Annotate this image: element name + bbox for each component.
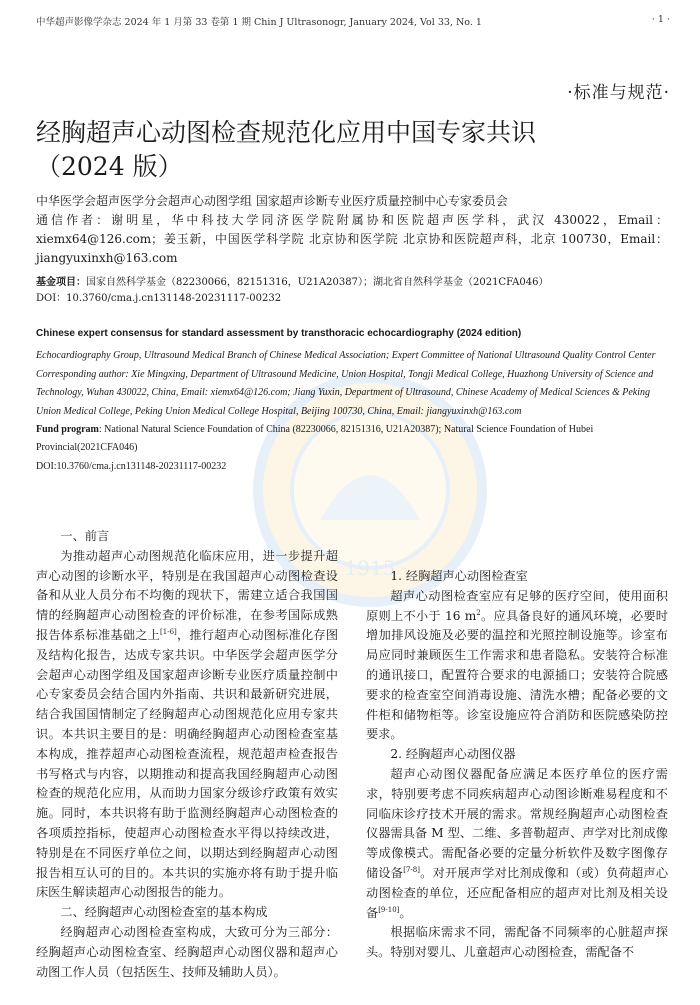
paragraph-preface: 为推动超声心动图规范化临床应用，进一步提升超声心动图的诊断水平，特别是在我国超声心动图检查设备和从业人员分布不均衡的现状下，需建立适合我国国情的经胸超声心动图检查的评价标准，在参考国际成熟报告体系标准基础之上[1-6]，推行超声心动图标准化存图及结构化报告，达成专家共识。中华医学会超声医学分会超声心动图学组及国家超声诊断专业医疗质量控制中心专家委员会结合国内外指南、共识和最新研究进展，结合我国国情制定了经胸超声心动图规范化应用专家共识。本共识主要目的是：明确经胸超声心动图检查室基本构成，推荐超声心动图检查流程，规范超声检查报告书写格式与内容，以期推动和提高我国经胸超声心动图检查的规范化应用，从而助力国家分级诊疗政策有效实施。同时，本共识将有助于监测经胸超声心动图检查的各项质控指标，使超声心动图检查水平得以持续改进，特别是在不同医疗单位之间，以期达到经胸超声心动图报告相互认可的目的。本共识的实施亦将有助于提升临床医生解读超声心动图报告的能力。 — [36, 548, 339, 900]
english-group: Echocardiography Group, Ultrasound Medical Branch of Chinese Medical Association; Expert Committee of National Ultrasound Quality Control Center — [36, 350, 656, 362]
english-fund — [36, 421, 668, 458]
citation-7-8[interactable]: [7-8] — [403, 865, 420, 874]
author-group-cn: 中华医学会超声医学分会超声心动图学组 国家超声诊断专业医疗质量控制中心专家委员会 — [36, 194, 508, 208]
citation-9-10[interactable]: [9-10] — [378, 905, 400, 914]
paragraph-composition: 经胸超声心动图检查室构成，大致可分为三部分：经胸超声心动图检查室、经胸超声心动图仪器和超声心动图工作人员（包括医生、技师及辅助人员）。 — [36, 924, 338, 979]
fund-cn — [36, 275, 668, 291]
fund-text-cn: 国家自然科学基金（82230066，82151316，U21A20387）；湖北省自然科学基金（2021CFA046） — [86, 277, 549, 288]
section-heading-preface: 一、前言 — [60, 529, 110, 543]
paragraph-instrument: 超声心动图仪器配备应满足本医疗单位的医疗需求，特别要考虑不同疾病超声心动图诊断难易程度和不同临床诊疗技术开展的需求。常规经胸超声心动图检查仪器需具备 M 型、二维、多普勒超声、声学对比剂成像等成像模式。需配备必要的定量分析软件及数字图像存储设备[7-8]。对开展声学对比剂成像和（或）负荷超声心动图检查的单位，还应配备相应的超声对比剂及相关设备[9-10]。 — [366, 766, 669, 920]
subsection-heading-room: 1. 经胸超声心动图检查室 — [390, 569, 528, 583]
english-abstract-block — [36, 325, 668, 476]
body-column-left — [36, 527, 338, 982]
meta-block-cn — [36, 275, 668, 307]
paragraph-probes: 根据临床需求不同，需配备不同频率的心脏超声探头。特别对婴儿、儿童超声心动图检查，需配备不 — [366, 925, 668, 960]
subsection-heading-instrument: 2. 经胸超声心动图仪器 — [390, 747, 516, 762]
seal-year: 1915 — [344, 556, 396, 580]
english-fund-label: Fund program — [36, 424, 99, 436]
journal-citation: 中华超声影像学杂志 2024 年 1 月第 33 卷第 1 期 Chin J Ultrasonogr, January 2024, Vol 33, No. 1 — [36, 17, 482, 28]
corresponding-author-cn: 通信作者：谢明星，华中科技大学同济医学院附属协和医院超声医学科，武汉 430022，Email：xiemx64@126.com；姜玉新，中国医学科学院 北京协和医学院 北京协和医院超声科，北京 100730，Email：jiangyuxinxh@163.com — [36, 213, 668, 265]
fund-label-cn: 基金项目： — [36, 277, 86, 288]
section-heading-composition: 二、经胸超声心动图检查室的基本构成 — [60, 905, 268, 920]
running-header — [36, 14, 670, 30]
english-fund-text: : National Natural Science Foundation of China (82230066, 82151316, U21A20387); Natural Science Foundation of Hubei Provincial(2021CFA046) — [36, 424, 594, 454]
english-corresponding-author: Corresponding author: Xie Mingxing, Department of Ultrasound Medicine, Union Hospital, Tongji Medical College, Huazhong University of Science and Technology, Wuhan 430022, China, Email: xiemx64@126.com; Jiang Yuxin, Department of Ultrasound, Chinese Academy of Medical Sciences & Peking Union Medical College, Peking Union Medical College Hospital, Beijing 100730, China, Email: jiangyuxinxh@163.com — [36, 368, 654, 417]
citation-1-6[interactable]: [1-6] — [160, 627, 177, 636]
english-title: Chinese expert consensus for standard assessment by transthoracic echocardiography (2024 edition) — [36, 328, 522, 339]
authors-block-cn — [36, 192, 668, 268]
english-doi[interactable]: DOI:10.3760/cma.j.cn131148-20231117-00232 — [36, 460, 227, 472]
section-tag: ·标准与规范· — [567, 83, 670, 103]
article-title: 经胸超声心动图检查规范化应用中国专家共识（2024 版） — [36, 118, 537, 181]
doi-cn[interactable]: DOI：10.3760/cma.j.cn131148-20231117-00232 — [36, 293, 282, 304]
paragraph-room: 超声心动图检查室应有足够的医疗空间，使用面积原则上不小于 16 $m^2$。应具备良好的通风环境，必要时增加排风设施及必要的温控和光照控制设施等。诊室布局应同时兼顾医生工作需求和患者隐私。安装符合标准的通讯接口，配置符合要求的电源插口；安装符合院感要求的检查室空间消毒设施、清洗水槽；配备必要的文件柜和储物柜等。诊室设施应符合消防和医院感染防控要求。 — [366, 588, 668, 742]
body-column-right — [366, 527, 668, 963]
superscript-2: 2 — [476, 608, 481, 617]
page-number: · 1 · — [651, 14, 670, 25]
